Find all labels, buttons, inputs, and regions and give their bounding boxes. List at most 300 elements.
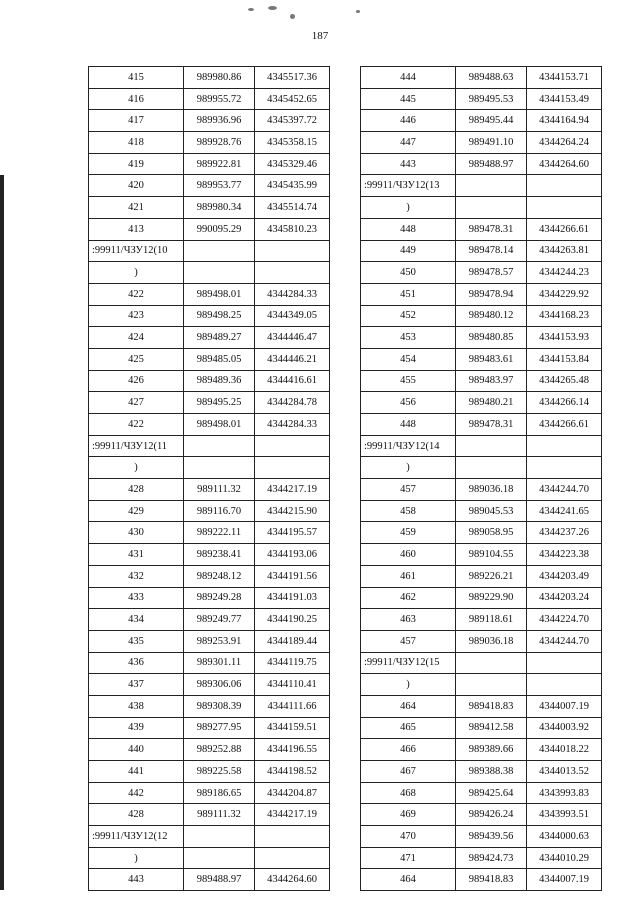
point-cell: 413 <box>89 218 184 240</box>
y-cell: 4345435.99 <box>255 175 330 197</box>
table-row <box>89 175 330 197</box>
x-cell: 989118.61 <box>456 609 527 631</box>
y-cell: 4344264.60 <box>527 153 602 175</box>
point-cell: 443 <box>361 153 456 175</box>
x-cell: 989036.18 <box>456 630 527 652</box>
table-row <box>89 869 330 891</box>
table-row <box>89 609 330 631</box>
y-cell: 4344003.92 <box>527 717 602 739</box>
x-cell: 989252.88 <box>184 739 255 761</box>
table-row <box>361 869 602 891</box>
table-row <box>89 435 330 457</box>
y-cell: 4345329.46 <box>255 153 330 175</box>
table-row <box>89 739 330 761</box>
table-row <box>361 197 602 219</box>
y-cell: 4344266.61 <box>527 218 602 240</box>
point-cell: 457 <box>361 479 456 501</box>
point-cell: 428 <box>89 804 184 826</box>
x-cell: 989478.57 <box>456 262 527 284</box>
scan-speck <box>248 8 254 11</box>
x-cell: 989388.38 <box>456 761 527 783</box>
point-cell: 422 <box>89 414 184 436</box>
x-cell: 989418.83 <box>456 695 527 717</box>
x-cell: 989277.95 <box>184 717 255 739</box>
point-cell: 449 <box>361 240 456 262</box>
x-cell <box>184 240 255 262</box>
table-row <box>361 414 602 436</box>
table-row <box>361 544 602 566</box>
table-row <box>361 804 602 826</box>
x-cell <box>456 457 527 479</box>
point-cell: 462 <box>361 587 456 609</box>
y-cell: 4344013.52 <box>527 761 602 783</box>
y-cell: 4344284.78 <box>255 392 330 414</box>
table-row <box>361 153 602 175</box>
x-cell: 989424.73 <box>456 847 527 869</box>
table-row <box>361 782 602 804</box>
table-row <box>89 479 330 501</box>
y-cell: 4344007.19 <box>527 869 602 891</box>
x-cell: 989229.90 <box>456 587 527 609</box>
table-row <box>361 847 602 869</box>
table-row <box>361 652 602 674</box>
x-cell: 989480.12 <box>456 305 527 327</box>
y-cell: 4344018.22 <box>527 739 602 761</box>
x-cell: 989111.32 <box>184 479 255 501</box>
y-cell: 4344237.26 <box>527 522 602 544</box>
table-row <box>89 544 330 566</box>
y-cell: 4343993.83 <box>527 782 602 804</box>
point-cell: 468 <box>361 782 456 804</box>
x-cell: 989495.44 <box>456 110 527 132</box>
x-cell: 989922.81 <box>184 153 255 175</box>
parcel-label-cell: :99911/ЧЗУ12(13 <box>361 175 456 197</box>
table-row <box>89 630 330 652</box>
parcel-label-cell: ) <box>361 457 456 479</box>
point-cell: 460 <box>361 544 456 566</box>
x-cell: 989226.21 <box>456 565 527 587</box>
y-cell: 4344110.41 <box>255 674 330 696</box>
y-cell: 4345810.23 <box>255 218 330 240</box>
x-cell: 989498.01 <box>184 283 255 305</box>
x-cell: 989104.55 <box>456 544 527 566</box>
table-row <box>361 522 602 544</box>
y-cell: 4344349.05 <box>255 305 330 327</box>
y-cell: 4344265.48 <box>527 370 602 392</box>
point-cell: 439 <box>89 717 184 739</box>
x-cell: 989953.77 <box>184 175 255 197</box>
point-cell: 419 <box>89 153 184 175</box>
x-cell: 990095.29 <box>184 218 255 240</box>
y-cell <box>527 674 602 696</box>
point-cell: 435 <box>89 630 184 652</box>
table-row <box>361 392 602 414</box>
table-row <box>89 283 330 305</box>
y-cell: 4344263.81 <box>527 240 602 262</box>
x-cell: 989225.58 <box>184 761 255 783</box>
point-cell: 443 <box>89 869 184 891</box>
x-cell: 989928.76 <box>184 132 255 154</box>
x-cell <box>456 175 527 197</box>
point-cell: 461 <box>361 565 456 587</box>
table-row <box>361 218 602 240</box>
y-cell: 4344215.90 <box>255 500 330 522</box>
y-cell: 4343993.51 <box>527 804 602 826</box>
y-cell <box>255 240 330 262</box>
coordinates-table-right <box>360 66 602 891</box>
x-cell: 989489.36 <box>184 370 255 392</box>
x-cell: 989936.96 <box>184 110 255 132</box>
x-cell: 989495.25 <box>184 392 255 414</box>
y-cell: 4344119.75 <box>255 652 330 674</box>
x-cell <box>456 674 527 696</box>
y-cell: 4344223.38 <box>527 544 602 566</box>
y-cell: 4344446.47 <box>255 327 330 349</box>
y-cell: 4344224.70 <box>527 609 602 631</box>
x-cell <box>184 457 255 479</box>
x-cell: 989980.86 <box>184 67 255 89</box>
point-cell: 456 <box>361 392 456 414</box>
y-cell: 4344190.25 <box>255 609 330 631</box>
table-row <box>361 717 602 739</box>
point-cell: 437 <box>89 674 184 696</box>
point-cell: 466 <box>361 739 456 761</box>
y-cell: 4344284.33 <box>255 414 330 436</box>
table-row <box>89 804 330 826</box>
table-row <box>89 197 330 219</box>
coordinates-table-left <box>88 66 330 891</box>
parcel-label-cell: ) <box>361 197 456 219</box>
table-row <box>361 479 602 501</box>
point-cell: 454 <box>361 348 456 370</box>
y-cell <box>527 197 602 219</box>
x-cell: 989495.53 <box>456 88 527 110</box>
parcel-label-cell: :99911/ЧЗУ12(15 <box>361 652 456 674</box>
point-cell: 428 <box>89 479 184 501</box>
y-cell: 4344189.44 <box>255 630 330 652</box>
y-cell <box>527 435 602 457</box>
table-row <box>89 327 330 349</box>
point-cell: 426 <box>89 370 184 392</box>
y-cell: 4344244.23 <box>527 262 602 284</box>
y-cell: 4344010.29 <box>527 847 602 869</box>
table-row <box>361 609 602 631</box>
x-cell: 989478.94 <box>456 283 527 305</box>
x-cell <box>184 262 255 284</box>
y-cell: 4344007.19 <box>527 695 602 717</box>
y-cell <box>527 652 602 674</box>
x-cell: 989111.32 <box>184 804 255 826</box>
point-cell: 444 <box>361 67 456 89</box>
table-row <box>361 327 602 349</box>
table-row <box>89 240 330 262</box>
point-cell: 457 <box>361 630 456 652</box>
x-cell: 989488.97 <box>184 869 255 891</box>
y-cell: 4345514.74 <box>255 197 330 219</box>
table-row <box>89 67 330 89</box>
scan-edge-bar <box>0 175 4 890</box>
y-cell <box>527 457 602 479</box>
point-cell: 420 <box>89 175 184 197</box>
table-row <box>89 88 330 110</box>
point-cell: 459 <box>361 522 456 544</box>
table-row <box>361 761 602 783</box>
point-cell: 421 <box>89 197 184 219</box>
point-cell: 423 <box>89 305 184 327</box>
point-cell: 434 <box>89 609 184 631</box>
table-row <box>89 522 330 544</box>
table-row <box>361 132 602 154</box>
table-row <box>361 435 602 457</box>
x-cell: 989480.85 <box>456 327 527 349</box>
x-cell: 989489.27 <box>184 327 255 349</box>
table-row <box>361 500 602 522</box>
y-cell: 4345397.72 <box>255 110 330 132</box>
x-cell: 989045.53 <box>456 500 527 522</box>
point-cell: 432 <box>89 565 184 587</box>
point-cell: 422 <box>89 283 184 305</box>
point-cell: 429 <box>89 500 184 522</box>
x-cell: 989238.41 <box>184 544 255 566</box>
table-row <box>89 782 330 804</box>
scan-speck <box>268 6 277 10</box>
x-cell: 989186.65 <box>184 782 255 804</box>
point-cell: 446 <box>361 110 456 132</box>
x-cell: 989222.11 <box>184 522 255 544</box>
point-cell: 467 <box>361 761 456 783</box>
x-cell: 989248.12 <box>184 565 255 587</box>
point-cell: 418 <box>89 132 184 154</box>
table-row <box>89 717 330 739</box>
parcel-label-cell: ) <box>89 457 184 479</box>
y-cell: 4344266.61 <box>527 414 602 436</box>
y-cell: 4344264.24 <box>527 132 602 154</box>
x-cell: 989480.21 <box>456 392 527 414</box>
x-cell: 989301.11 <box>184 652 255 674</box>
x-cell: 989249.28 <box>184 587 255 609</box>
y-cell <box>255 457 330 479</box>
y-cell: 4344159.51 <box>255 717 330 739</box>
x-cell: 989488.63 <box>456 67 527 89</box>
x-cell <box>184 847 255 869</box>
table-row <box>89 652 330 674</box>
x-cell: 989498.25 <box>184 305 255 327</box>
table-row <box>89 262 330 284</box>
point-cell: 440 <box>89 739 184 761</box>
parcel-label-cell: :99911/ЧЗУ12(11 <box>89 435 184 457</box>
table-body <box>361 67 602 891</box>
table-row <box>361 67 602 89</box>
point-cell: 436 <box>89 652 184 674</box>
scan-speck <box>356 10 360 13</box>
point-cell: 470 <box>361 826 456 848</box>
point-cell: 471 <box>361 847 456 869</box>
y-cell: 4345452.65 <box>255 88 330 110</box>
x-cell: 989980.34 <box>184 197 255 219</box>
point-cell: 424 <box>89 327 184 349</box>
y-cell: 4344000.63 <box>527 826 602 848</box>
y-cell <box>255 262 330 284</box>
x-cell: 989253.91 <box>184 630 255 652</box>
table-row <box>361 110 602 132</box>
y-cell: 4344416.61 <box>255 370 330 392</box>
x-cell: 989418.83 <box>456 869 527 891</box>
y-cell: 4344195.57 <box>255 522 330 544</box>
point-cell: 448 <box>361 414 456 436</box>
x-cell: 989308.39 <box>184 695 255 717</box>
table-row <box>89 132 330 154</box>
y-cell: 4344196.55 <box>255 739 330 761</box>
point-cell: 463 <box>361 609 456 631</box>
x-cell: 989478.31 <box>456 414 527 436</box>
point-cell: 416 <box>89 88 184 110</box>
x-cell <box>456 652 527 674</box>
x-cell: 989478.31 <box>456 218 527 240</box>
table-row <box>89 695 330 717</box>
y-cell <box>255 847 330 869</box>
y-cell <box>255 826 330 848</box>
point-cell: 465 <box>361 717 456 739</box>
y-cell: 4345517.36 <box>255 67 330 89</box>
x-cell: 989488.97 <box>456 153 527 175</box>
point-cell: 441 <box>89 761 184 783</box>
y-cell: 4344153.71 <box>527 67 602 89</box>
x-cell: 989306.06 <box>184 674 255 696</box>
x-cell: 989485.05 <box>184 348 255 370</box>
point-cell: 452 <box>361 305 456 327</box>
point-cell: 445 <box>361 88 456 110</box>
y-cell: 4344198.52 <box>255 761 330 783</box>
table-row <box>361 88 602 110</box>
y-cell: 4344284.33 <box>255 283 330 305</box>
table-row <box>89 500 330 522</box>
x-cell: 989389.66 <box>456 739 527 761</box>
table-row <box>89 218 330 240</box>
y-cell: 4344266.14 <box>527 392 602 414</box>
x-cell: 989425.64 <box>456 782 527 804</box>
y-cell <box>255 435 330 457</box>
y-cell: 4345358.15 <box>255 132 330 154</box>
parcel-label-cell: :99911/ЧЗУ12(12 <box>89 826 184 848</box>
table-row <box>89 457 330 479</box>
point-cell: 425 <box>89 348 184 370</box>
point-cell: 417 <box>89 110 184 132</box>
x-cell: 989439.56 <box>456 826 527 848</box>
point-cell: 464 <box>361 869 456 891</box>
point-cell: 415 <box>89 67 184 89</box>
x-cell <box>184 435 255 457</box>
y-cell: 4344217.19 <box>255 804 330 826</box>
x-cell: 989249.77 <box>184 609 255 631</box>
x-cell: 989483.97 <box>456 370 527 392</box>
x-cell: 989058.95 <box>456 522 527 544</box>
y-cell: 4344191.56 <box>255 565 330 587</box>
table-row <box>89 674 330 696</box>
point-cell: 430 <box>89 522 184 544</box>
table-row <box>361 283 602 305</box>
table-row <box>361 348 602 370</box>
table-row <box>361 262 602 284</box>
point-cell: 464 <box>361 695 456 717</box>
table-row <box>89 826 330 848</box>
table-row <box>89 414 330 436</box>
table-row <box>361 674 602 696</box>
y-cell: 4344203.24 <box>527 587 602 609</box>
table-row <box>89 370 330 392</box>
parcel-label-cell: :99911/ЧЗУ12(10 <box>89 240 184 262</box>
table-row <box>361 826 602 848</box>
table-row <box>89 153 330 175</box>
point-cell: 448 <box>361 218 456 240</box>
parcel-label-cell: ) <box>89 262 184 284</box>
page-number: 187 <box>311 30 329 42</box>
y-cell: 4344244.70 <box>527 630 602 652</box>
table-row <box>361 587 602 609</box>
point-cell: 469 <box>361 804 456 826</box>
x-cell: 989116.70 <box>184 500 255 522</box>
y-cell: 4344446.21 <box>255 348 330 370</box>
y-cell <box>527 175 602 197</box>
parcel-label-cell: ) <box>361 674 456 696</box>
table-row <box>361 695 602 717</box>
x-cell: 989412.58 <box>456 717 527 739</box>
table-body <box>89 67 330 891</box>
point-cell: 431 <box>89 544 184 566</box>
table-row <box>361 240 602 262</box>
point-cell: 427 <box>89 392 184 414</box>
parcel-label-cell: :99911/ЧЗУ12(14 <box>361 435 456 457</box>
x-cell: 989955.72 <box>184 88 255 110</box>
point-cell: 455 <box>361 370 456 392</box>
x-cell <box>456 435 527 457</box>
y-cell: 4344229.92 <box>527 283 602 305</box>
point-cell: 433 <box>89 587 184 609</box>
x-cell <box>184 826 255 848</box>
y-cell: 4344217.19 <box>255 479 330 501</box>
x-cell: 989036.18 <box>456 479 527 501</box>
x-cell: 989483.61 <box>456 348 527 370</box>
scan-speck <box>290 14 295 19</box>
y-cell: 4344264.60 <box>255 869 330 891</box>
table-row <box>89 110 330 132</box>
parcel-label-cell: ) <box>89 847 184 869</box>
x-cell: 989498.01 <box>184 414 255 436</box>
table-row <box>89 348 330 370</box>
y-cell: 4344193.06 <box>255 544 330 566</box>
y-cell: 4344241.65 <box>527 500 602 522</box>
y-cell: 4344111.66 <box>255 695 330 717</box>
table-row <box>361 305 602 327</box>
table-row <box>89 392 330 414</box>
table-row <box>89 847 330 869</box>
x-cell: 989478.14 <box>456 240 527 262</box>
point-cell: 442 <box>89 782 184 804</box>
table-row <box>361 370 602 392</box>
table-row <box>361 565 602 587</box>
table-row <box>89 761 330 783</box>
x-cell: 989491.10 <box>456 132 527 154</box>
point-cell: 438 <box>89 695 184 717</box>
y-cell: 4344203.49 <box>527 565 602 587</box>
table-row <box>89 305 330 327</box>
point-cell: 451 <box>361 283 456 305</box>
y-cell: 4344153.84 <box>527 348 602 370</box>
y-cell: 4344191.03 <box>255 587 330 609</box>
point-cell: 447 <box>361 132 456 154</box>
y-cell: 4344168.23 <box>527 305 602 327</box>
x-cell <box>456 197 527 219</box>
table-row <box>89 587 330 609</box>
